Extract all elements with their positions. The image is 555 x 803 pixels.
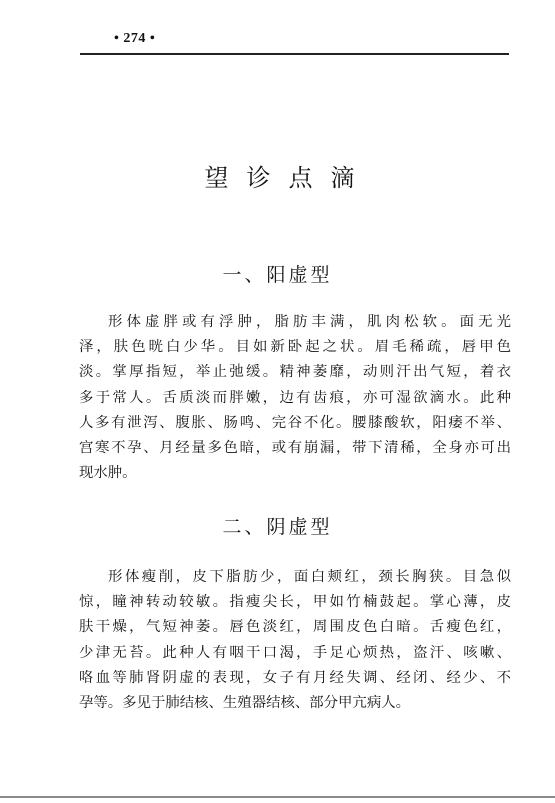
text-line: 惊，瞳神转动较敏。指瘦尖长，甲如竹楠鼓起。掌心薄，皮 bbox=[79, 594, 511, 611]
text-line: 人多有泄泻、腹胀、肠鸣、完谷不化。腰膝酸软，阳痿不举、 bbox=[79, 414, 511, 431]
paragraph-yang-deficiency bbox=[79, 310, 511, 486]
text-line: 形体瘦削，皮下脂肪少，面白颊红，颈长胸狭。目急似 bbox=[108, 569, 511, 585]
page-title: 望诊点滴 bbox=[204, 164, 373, 192]
text-line: 孕等。多见于肺结核、生殖器结核、部分甲亢病人。 bbox=[79, 695, 410, 712]
text-line: 宫寒不孕、月经量多色暗，或有崩漏，带下清稀，全身亦可出 bbox=[79, 440, 511, 457]
footer-rule bbox=[0, 796, 555, 798]
header-rule bbox=[80, 53, 509, 55]
text-line: 多于常人。舌质淡而胖嫩，边有齿痕，亦可湿欲滴水。此种 bbox=[79, 389, 511, 406]
section-heading-yang-deficiency: 一、阳虚型 bbox=[222, 264, 333, 286]
text-line: 肤干燥，气短神萎。唇色淡红，周围皮色白暗。舌瘦色红， bbox=[79, 619, 511, 636]
section-heading-yin-deficiency: 二、阴虚型 bbox=[222, 516, 333, 538]
text-line: 淡。掌厚指短，举止弛缓。精神萎靡，动则汗出气短，着衣 bbox=[79, 364, 511, 381]
paragraph-yin-deficiency bbox=[79, 565, 511, 716]
page-number: • 274 • bbox=[114, 31, 156, 46]
text-line: 泽，肤色晄白少华。目如新卧起之状。眉毛稀疏，唇甲色 bbox=[79, 339, 511, 356]
text-line: 咯血等肺肾阴虚的表现，女子有月经失调、经闭、经少、不 bbox=[79, 669, 511, 686]
text-line: 形体虚胖或有浮肿，脂肪丰满，肌肉松软。面无光 bbox=[108, 314, 511, 330]
text-line: 现水肿。 bbox=[79, 465, 137, 482]
text-line: 少津无苔。此种人有咽干口渴，手足心烦热，盗汗、咳嗽、 bbox=[79, 644, 511, 661]
